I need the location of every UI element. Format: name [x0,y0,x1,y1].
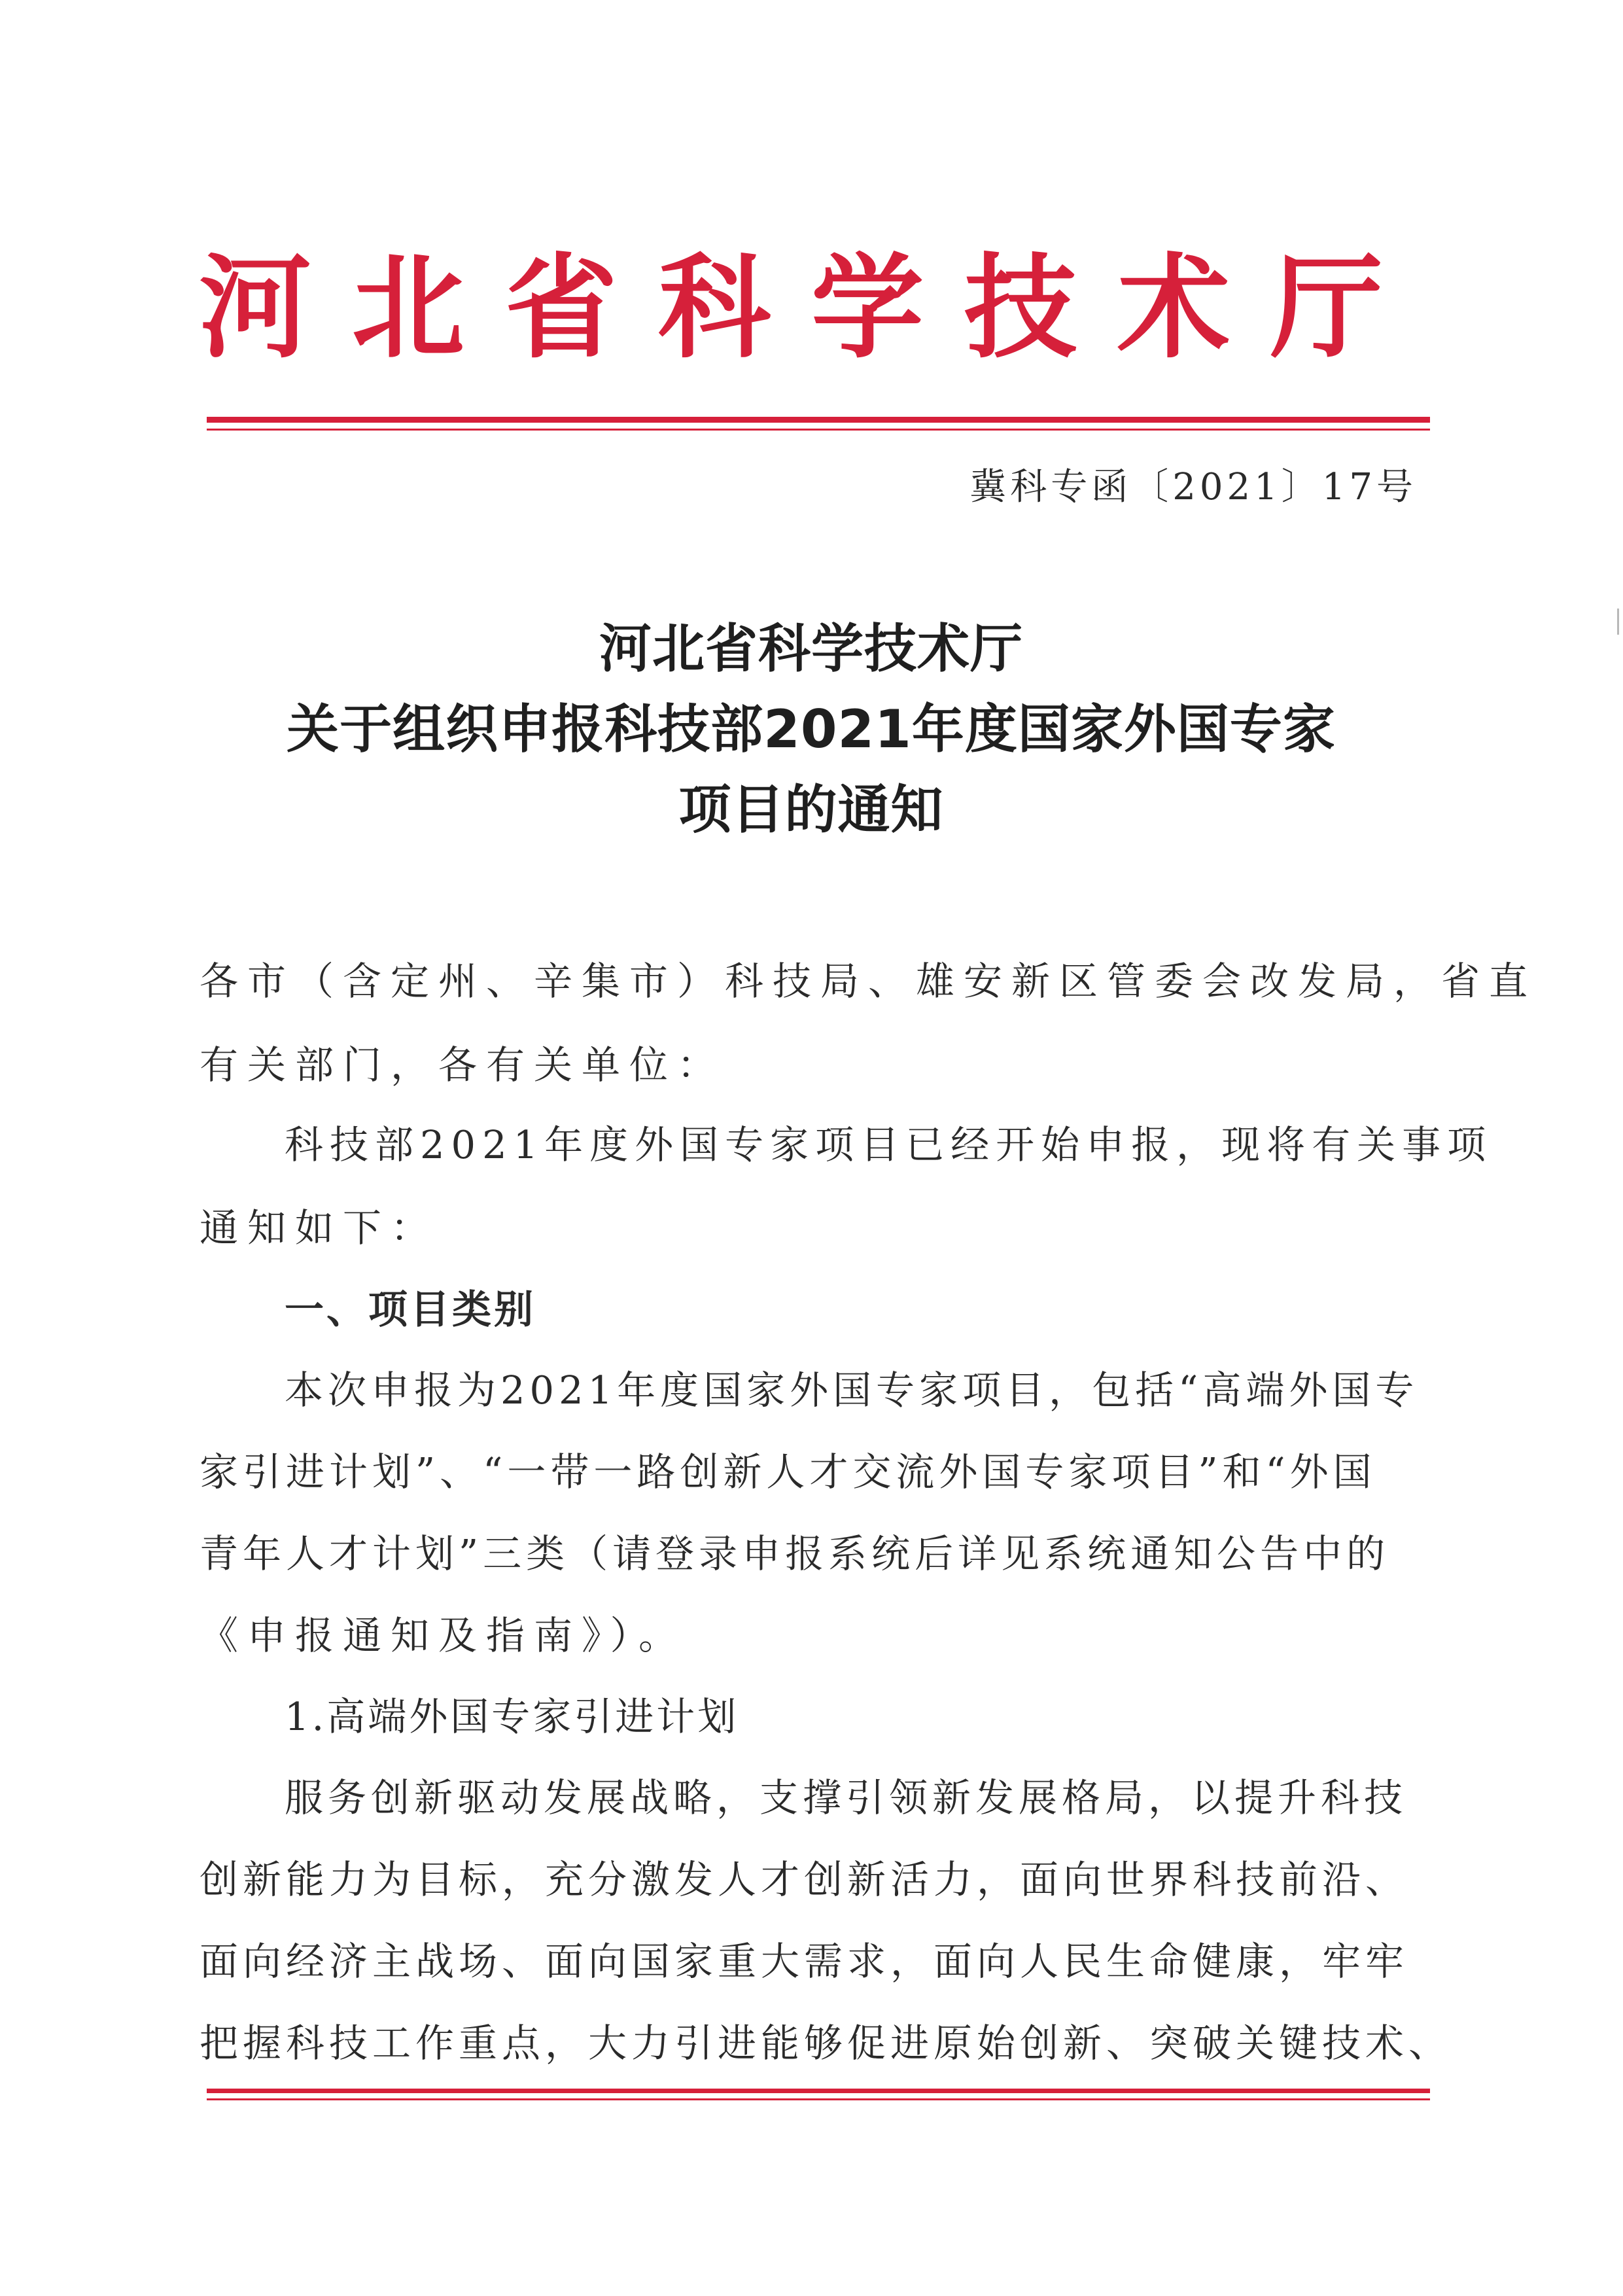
footer-red-rule-thin [207,2098,1430,2100]
paragraph-line: 把握科技工作重点，大力引进能够促进原始创新、突破关键技术、 [200,2021,1452,2066]
title-line-2: 关于组织申报科技部2021年度国家外国专家 [287,699,1336,760]
intro-line-2: 通知如下： [200,1205,439,1250]
addressee-line-2: 有关部门，各有关单位： [200,1042,725,1087]
addressee-line-1: 各市（含定州、辛集市）科技局、雄安新区管委会改发局，省直 [200,959,1537,1004]
paragraph-line: 创新能力为目标，充分激发人才创新活力，面向世界科技前沿、 [200,1857,1409,1902]
paragraph-line: 服务创新驱动发展战略，支撑引领新发展格局，以提升科技 [285,1775,1408,1820]
intro-line-1: 科技部2021年度外国专家项目已经开始申报，现将有关事项 [285,1122,1493,1167]
scan-edge-mark [1617,609,1619,635]
subsection-heading-high-end-experts: 1.高端外国专家引进计划 [285,1694,739,1739]
letterhead-red-rule-thin [207,429,1430,431]
title-line-1: 河北省科学技术厅 [599,618,1023,679]
paragraph-line: 家引进计划”、“一带一路创新人才交流外国专家项目”和“外国 [200,1449,1376,1494]
letterhead-org-name: 河北省科学技术厅 [199,242,1423,374]
paragraph-line: 《申报通知及指南》）。 [200,1613,687,1658]
section-heading-project-category: 一、项目类别 [285,1287,536,1333]
footer-red-rule-thick [207,2089,1430,2093]
paragraph-line: 面向经济主战场、面向国家重大需求，面向人民生命健康，牢牢 [200,1939,1409,1984]
paragraph-line: 青年人才计划”三类（请登录申报系统后详见系统通知公告中的 [200,1531,1390,1576]
document-title [196,609,1426,850]
paragraph-line: 本次申报为2021年度国家外国专家项目，包括“高端外国专 [285,1368,1419,1413]
document-number: 冀科专函〔2021〕17号 [969,466,1417,508]
letterhead-red-rule-thick [207,417,1430,423]
title-line-3: 项目的通知 [678,779,944,840]
